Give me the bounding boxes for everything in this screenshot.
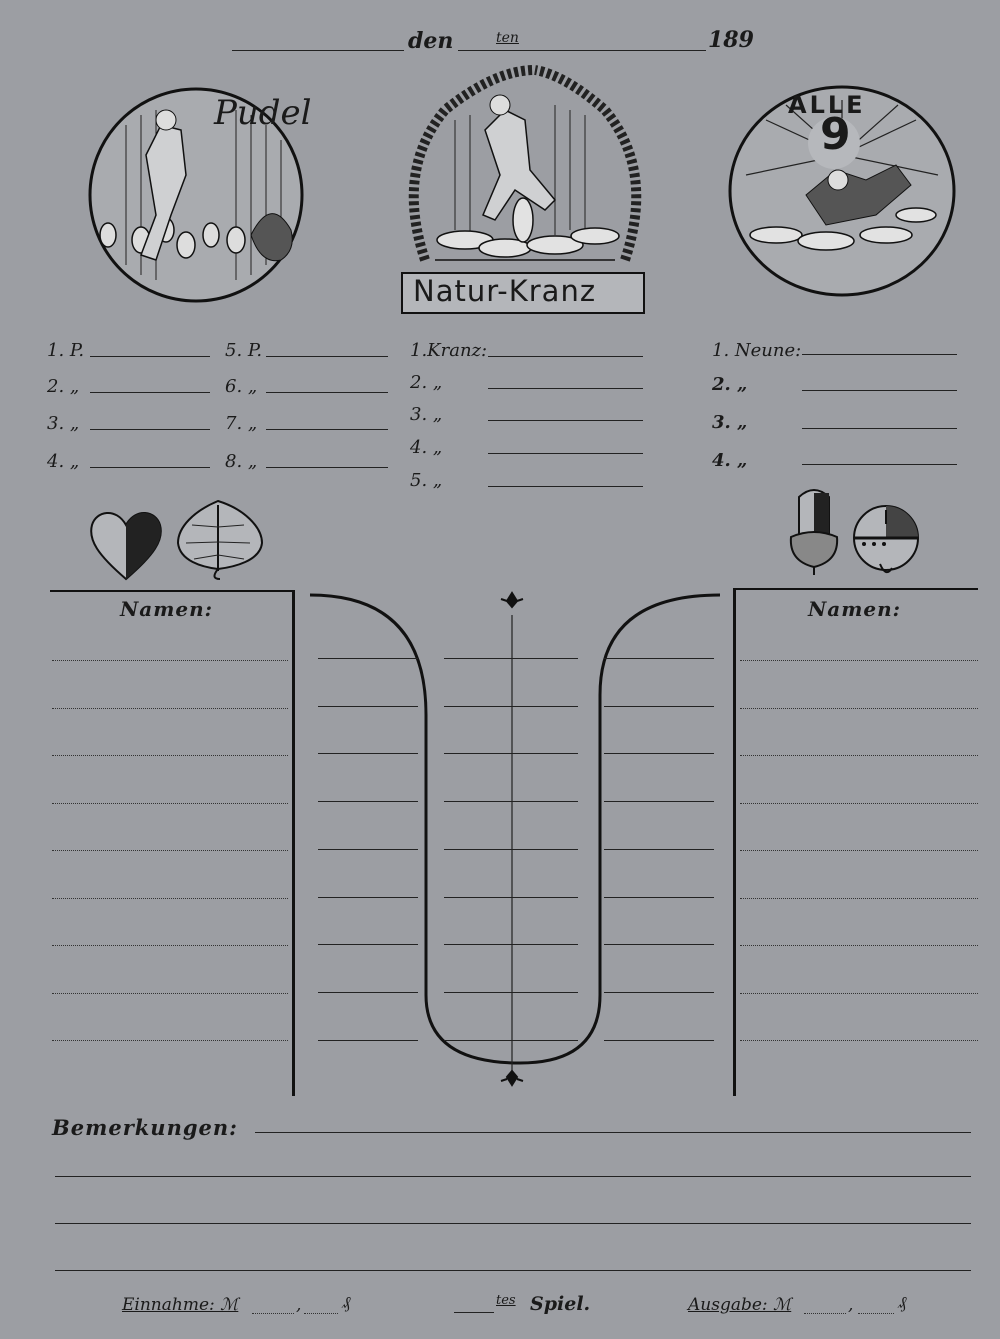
spiel-number-line[interactable] (454, 1312, 494, 1313)
pudel-title: Pudel (214, 93, 312, 133)
right-name-line-4[interactable] (740, 803, 978, 804)
pudel-item-6: 6. „ (225, 376, 258, 397)
lane-left-score-line-5[interactable] (318, 849, 418, 850)
remarks-line-2[interactable] (55, 1176, 971, 1177)
lane-left-score-line-3[interactable] (318, 753, 418, 754)
alle-neune-emblem (726, 85, 958, 297)
alle-title: ALLE (788, 91, 866, 119)
den-label: den (408, 28, 454, 54)
pudel-item-7: 7. „ (225, 413, 258, 434)
neune-item-1: 1. Neune: (712, 340, 802, 361)
pudel-item-8: 8. „ (225, 451, 258, 472)
pudel-item-5: 5. P. (225, 340, 263, 361)
neune-item-4: 4. „ (712, 450, 748, 471)
lane-right-score-line-9[interactable] (604, 1040, 714, 1041)
lane-left-score-line-1[interactable] (318, 658, 418, 659)
lane-center-score-line-8[interactable] (444, 992, 578, 993)
right-name-line-3[interactable] (740, 755, 978, 756)
namen-left-label: Namen: (120, 597, 214, 621)
left-name-line-2[interactable] (52, 708, 288, 709)
left-name-line-1[interactable] (52, 660, 288, 661)
right-divider (733, 588, 736, 1096)
kranz-line-3[interactable] (488, 420, 643, 421)
kranz-line-4[interactable] (488, 453, 643, 454)
bell-icon (850, 502, 924, 586)
lane-right-score-line-1[interactable] (604, 658, 714, 659)
pudel-line-3[interactable] (90, 429, 210, 430)
pudel-line-1[interactable] (90, 356, 210, 357)
pudel-emblem (86, 85, 312, 311)
ausgabe-separator: , (848, 1295, 854, 1315)
einnahme-separator: , (296, 1295, 302, 1315)
lane-left-score-line-2[interactable] (318, 706, 418, 707)
lane-center-score-line-1[interactable] (444, 658, 578, 659)
pudel-item-1: 1. P. (47, 340, 85, 361)
lane-right-score-line-4[interactable] (604, 801, 714, 802)
einnahme-pfennig-field[interactable] (304, 1313, 338, 1314)
kranz-line-1[interactable] (488, 356, 643, 357)
acorn-icon (785, 487, 843, 581)
neune-line-4[interactable] (802, 464, 957, 465)
pudel-item-2: 2. „ (47, 376, 80, 397)
einnahme-label: Einnahme: ℳ (122, 1295, 239, 1315)
lane-right-score-line-6[interactable] (604, 897, 714, 898)
remarks-line-3[interactable] (55, 1223, 971, 1224)
neune-line-1[interactable] (802, 354, 957, 355)
lane-right-score-line-7[interactable] (604, 944, 714, 945)
pudel-line-2[interactable] (90, 392, 210, 393)
left-name-line-4[interactable] (52, 803, 288, 804)
right-name-line-8[interactable] (740, 993, 978, 994)
einnahme-unit: ₰ (342, 1293, 351, 1313)
left-name-line-9[interactable] (52, 1040, 288, 1041)
kranz-item-2: 2. „ (410, 372, 443, 393)
remarks-line-4[interactable] (55, 1270, 971, 1271)
lane-right-score-line-2[interactable] (604, 706, 714, 707)
ausgabe-unit: ₰ (898, 1293, 907, 1313)
pudel-item-4: 4. „ (47, 451, 80, 472)
lane-center-score-line-9[interactable] (444, 1040, 578, 1041)
pudel-line-6[interactable] (266, 392, 388, 393)
right-name-line-7[interactable] (740, 945, 978, 946)
date-month-line[interactable] (458, 50, 706, 51)
lane-center-score-line-5[interactable] (444, 849, 578, 850)
lane-left-score-line-4[interactable] (318, 801, 418, 802)
lane-center-score-line-4[interactable] (444, 801, 578, 802)
bowling-lane (300, 585, 730, 1109)
neune-item-3: 3. „ (712, 412, 748, 433)
lane-left-score-line-8[interactable] (318, 992, 418, 993)
right-name-line-6[interactable] (740, 898, 978, 899)
pudel-line-5[interactable] (266, 356, 388, 357)
lane-left-score-line-7[interactable] (318, 944, 418, 945)
kranz-item-3: 3. „ (410, 404, 443, 425)
spiel-suffix: tes (496, 1293, 516, 1308)
einnahme-mark-field[interactable] (252, 1313, 294, 1314)
right-name-line-5[interactable] (740, 850, 978, 851)
alle-number: 9 (820, 109, 851, 160)
date-day-line[interactable] (232, 50, 404, 51)
neune-line-3[interactable] (802, 428, 957, 429)
lane-right-score-line-8[interactable] (604, 992, 714, 993)
kranz-line-5[interactable] (488, 486, 643, 487)
namen-right-label: Namen: (808, 597, 902, 621)
lane-right-score-line-5[interactable] (604, 849, 714, 850)
kranz-item-1: 1.Kranz: (410, 340, 488, 361)
spiel-label: Spiel. (530, 1293, 591, 1315)
right-name-line-2[interactable] (740, 708, 978, 709)
year-label: 189 (708, 27, 754, 53)
lane-center-score-line-7[interactable] (444, 944, 578, 945)
left-name-line-8[interactable] (52, 993, 288, 994)
neune-item-2: 2. „ (712, 374, 748, 395)
pudel-line-7[interactable] (266, 429, 388, 430)
kranz-line-2[interactable] (488, 388, 643, 389)
left-name-line-5[interactable] (52, 850, 288, 851)
remarks-line-1[interactable] (255, 1132, 971, 1133)
left-name-line-6[interactable] (52, 898, 288, 899)
lane-center-score-line-6[interactable] (444, 897, 578, 898)
heart-icon (88, 505, 164, 585)
kranz-item-5: 5. „ (410, 470, 443, 491)
right-top-rule (734, 588, 978, 590)
bemerkungen-label: Bemerkungen: (52, 1115, 238, 1140)
right-name-line-1[interactable] (740, 660, 978, 661)
neune-line-2[interactable] (802, 390, 957, 391)
lane-left-score-line-6[interactable] (318, 897, 418, 898)
leaf-icon (174, 497, 266, 585)
natur-kranz-emblem (395, 60, 655, 320)
lane-center-score-line-3[interactable] (444, 753, 578, 754)
left-divider (292, 590, 295, 1096)
ausgabe-label: Ausgabe: ℳ (688, 1295, 792, 1315)
pudel-line-8[interactable] (266, 467, 388, 468)
ausgabe-pfennig-field[interactable] (858, 1313, 894, 1314)
left-top-rule (50, 590, 294, 592)
left-name-line-3[interactable] (52, 755, 288, 756)
ausgabe-mark-field[interactable] (804, 1313, 846, 1314)
lane-left-score-line-9[interactable] (318, 1040, 418, 1041)
ten-label: ten (496, 30, 519, 46)
right-name-line-9[interactable] (740, 1040, 978, 1041)
lane-right-score-line-3[interactable] (604, 753, 714, 754)
left-name-line-7[interactable] (52, 945, 288, 946)
pudel-item-3: 3. „ (47, 413, 80, 434)
lane-outline (300, 585, 730, 1105)
kranz-item-4: 4. „ (410, 437, 443, 458)
natur-kranz-title: Natur-Kranz (413, 274, 597, 308)
pudel-line-4[interactable] (90, 467, 210, 468)
lane-center-score-line-2[interactable] (444, 706, 578, 707)
